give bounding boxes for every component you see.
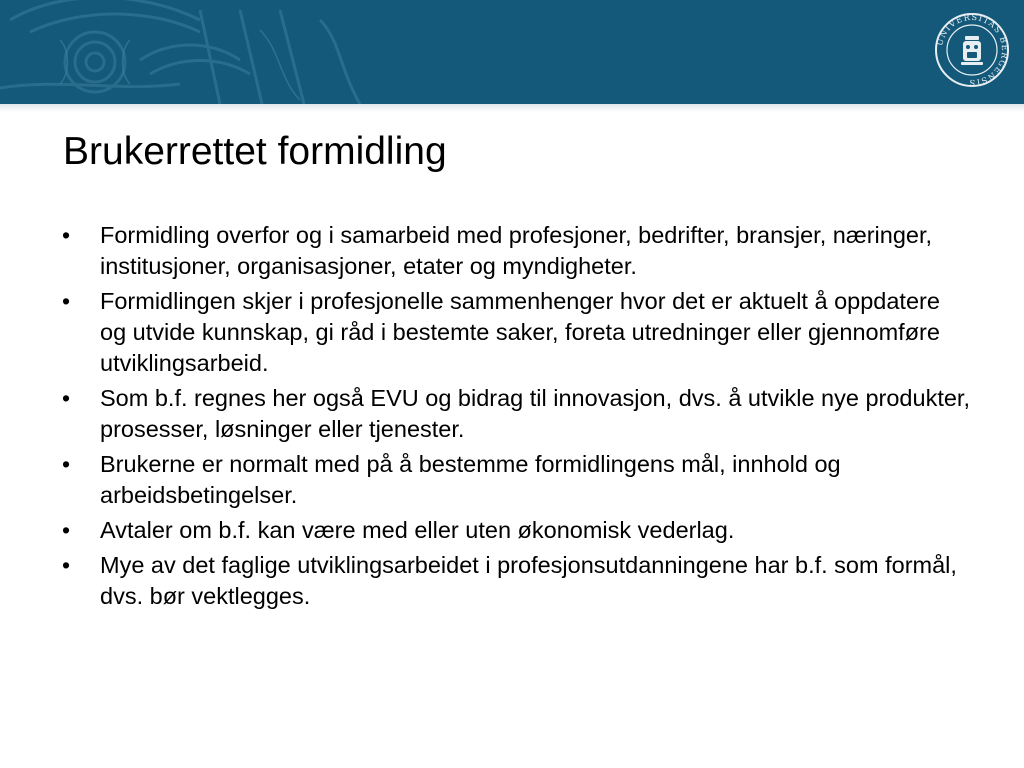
ionic-column-decoration xyxy=(0,0,420,104)
bullet-dot-icon: • xyxy=(62,222,71,248)
bullet-item xyxy=(62,515,972,546)
bullet-dot-icon: • xyxy=(62,385,71,411)
bullet-text: Formidling overfor og i samarbeid med profesjoner, bedrifter, bransjer, næringer, institusjoner, organisasjoner, etater og myndigheter. xyxy=(100,222,933,279)
bullet-text: Avtaler om b.f. kan være med eller uten økonomisk vederlag. xyxy=(100,517,735,543)
bullet-dot-icon: • xyxy=(62,288,71,314)
bullet-item xyxy=(62,449,972,511)
bullet-item xyxy=(62,550,972,612)
bullet-text: Formidlingen skjer i profesjonelle sammenhenger hvor det er aktuelt å oppdatere og utvide kunnskap, gi råd i bestemte saker, foreta utredninger eller gjennomføre utviklingsarbeid. xyxy=(100,288,940,376)
bullet-text: Brukerne er normalt med på å bestemme formidlingens mål, innhold og arbeidsbetingelser. xyxy=(100,451,841,508)
bullet-list xyxy=(62,220,972,616)
university-seal-logo xyxy=(934,12,1010,88)
svg-text:UNIVERSITAS BERGENSIS: UNIVERSITAS BERGENSIS xyxy=(934,12,1010,88)
bullet-text: Mye av det faglige utviklingsarbeidet i profesjonsutdanningene har b.f. som formål, dvs. bør vektlegges. xyxy=(100,552,957,609)
bullet-item xyxy=(62,286,972,379)
seal-emblem xyxy=(934,12,1010,88)
header-shadow xyxy=(0,104,1024,112)
bullet-item xyxy=(62,383,972,445)
slide-title: Brukerrettet formidling xyxy=(63,130,447,173)
bullet-text: Som b.f. regnes her også EVU og bidrag til innovasjon, dvs. å utvikle nye produkter, prosesser, løsninger eller tjenester. xyxy=(100,385,970,442)
header-band xyxy=(0,0,1024,104)
bullet-dot-icon: • xyxy=(62,552,71,578)
bullet-item xyxy=(62,220,972,282)
bullet-dot-icon: • xyxy=(62,517,71,543)
bullet-dot-icon: • xyxy=(62,451,71,477)
